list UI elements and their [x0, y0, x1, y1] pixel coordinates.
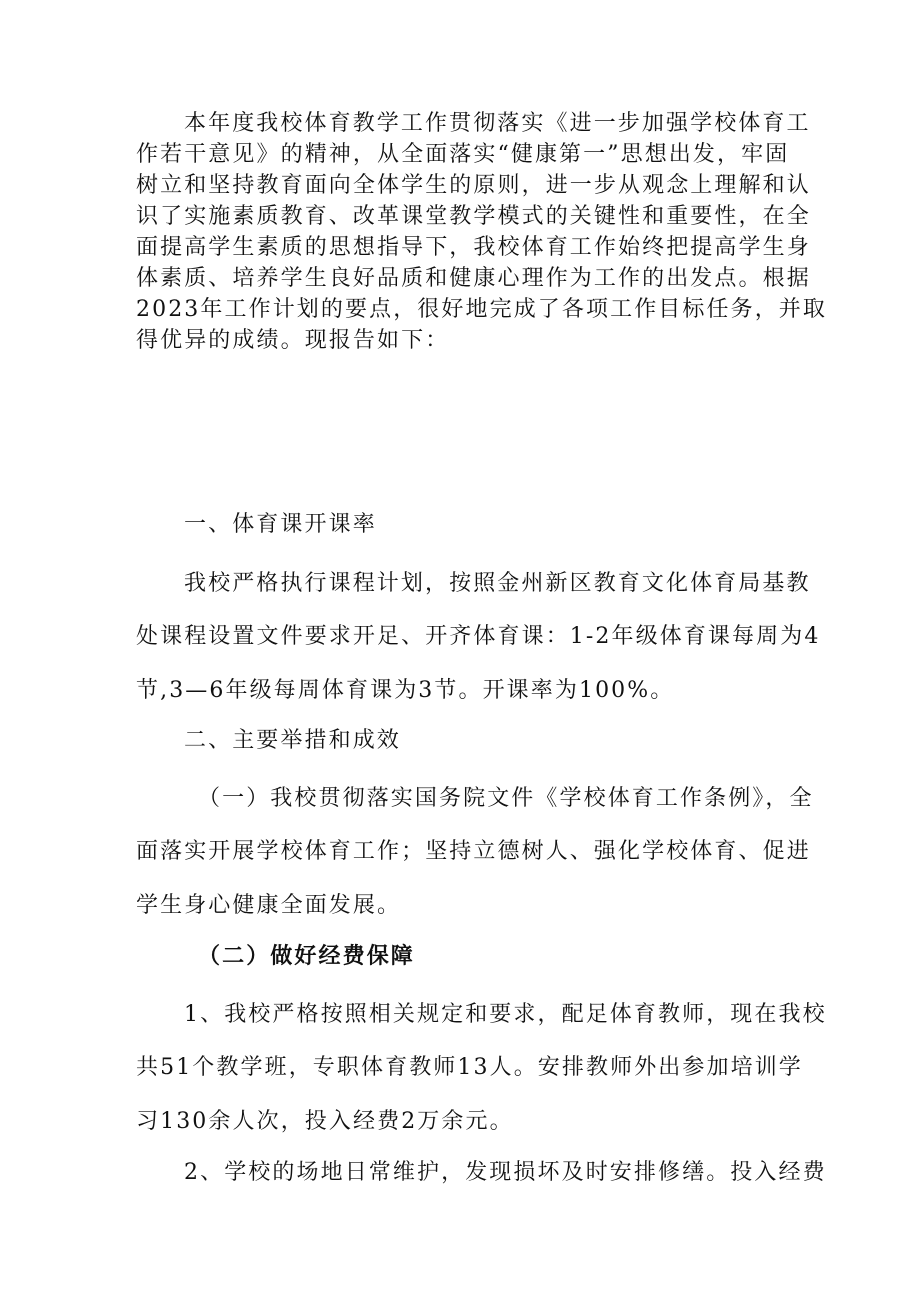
intro-line: 树立和坚持教育面向全体学生的原则，进一步从观念上理解和认	[136, 173, 811, 198]
intro-line: 作若干意见》的精神，从全面落实“健康第一”思想出发，牢固	[136, 142, 790, 167]
intro-line: 识了实施素质教育、改革课堂教学模式的关键性和重要性，在全	[136, 204, 811, 229]
item1-line: 习130余人次，投入经费2万余元。	[136, 1108, 514, 1134]
intro-line: 体素质、培养学生良好品质和健康心理作为工作的出发点。根据	[136, 266, 811, 291]
section-heading-1	[136, 498, 788, 551]
section-heading-2	[136, 714, 788, 767]
intro-line: 2023年工作计划的要点，很好地完成了各项工作目标任务，并取	[136, 297, 827, 322]
section1-line: 处课程设置文件要求开足、开齐体育课：1-2年级体育课每周为4	[136, 624, 821, 650]
subsection1-line: 学生身心健康全面发展。	[136, 892, 402, 918]
intro-line: 面提高学生素质的思想指导下，我校体育工作始终把提高学生身	[136, 235, 811, 260]
item1-line: 1、我校严格按照相关规定和要求，配足体育教师，现在我校	[184, 1002, 827, 1027]
subsection-heading-text: （二）做好经费保障	[198, 943, 415, 969]
section1-line: 节,3—6年级每周体育课为3节。开课率为100%。	[136, 677, 675, 703]
subsection1-paragraph	[136, 772, 814, 932]
section1-line: 我校严格执行课程计划，按照金州新区教育文化体育局基教	[184, 571, 811, 596]
intro-line: 得优异的成绩。现报告如下：	[136, 328, 450, 353]
item2-line: 2、学校的场地日常维护，发现损坏及时安排修缮。投入经费	[184, 1160, 827, 1185]
intro-paragraph	[136, 106, 827, 354]
subsection1-line: 面落实开展学校体育工作；坚持立德树人、强化学校体育、促进	[136, 839, 811, 865]
section-heading-text: 一、体育课开课率	[184, 512, 377, 537]
item1-line: 共51个教学班，专职体育教师13人。安排教师外出参加培训学	[136, 1055, 803, 1081]
item1-paragraph	[136, 988, 827, 1148]
item2-paragraph	[136, 1146, 827, 1199]
subsection1-line: （一）我校贯彻落实国务院文件《学校体育工作条例》，全	[198, 786, 814, 811]
intro-line: 本年度我校体育教学工作贯彻落实《进一步加强学校体育工	[184, 111, 811, 136]
subsection-heading-2	[136, 930, 788, 983]
section1-paragraph	[136, 557, 821, 717]
section-heading-text: 二、主要举措和成效	[184, 728, 401, 753]
